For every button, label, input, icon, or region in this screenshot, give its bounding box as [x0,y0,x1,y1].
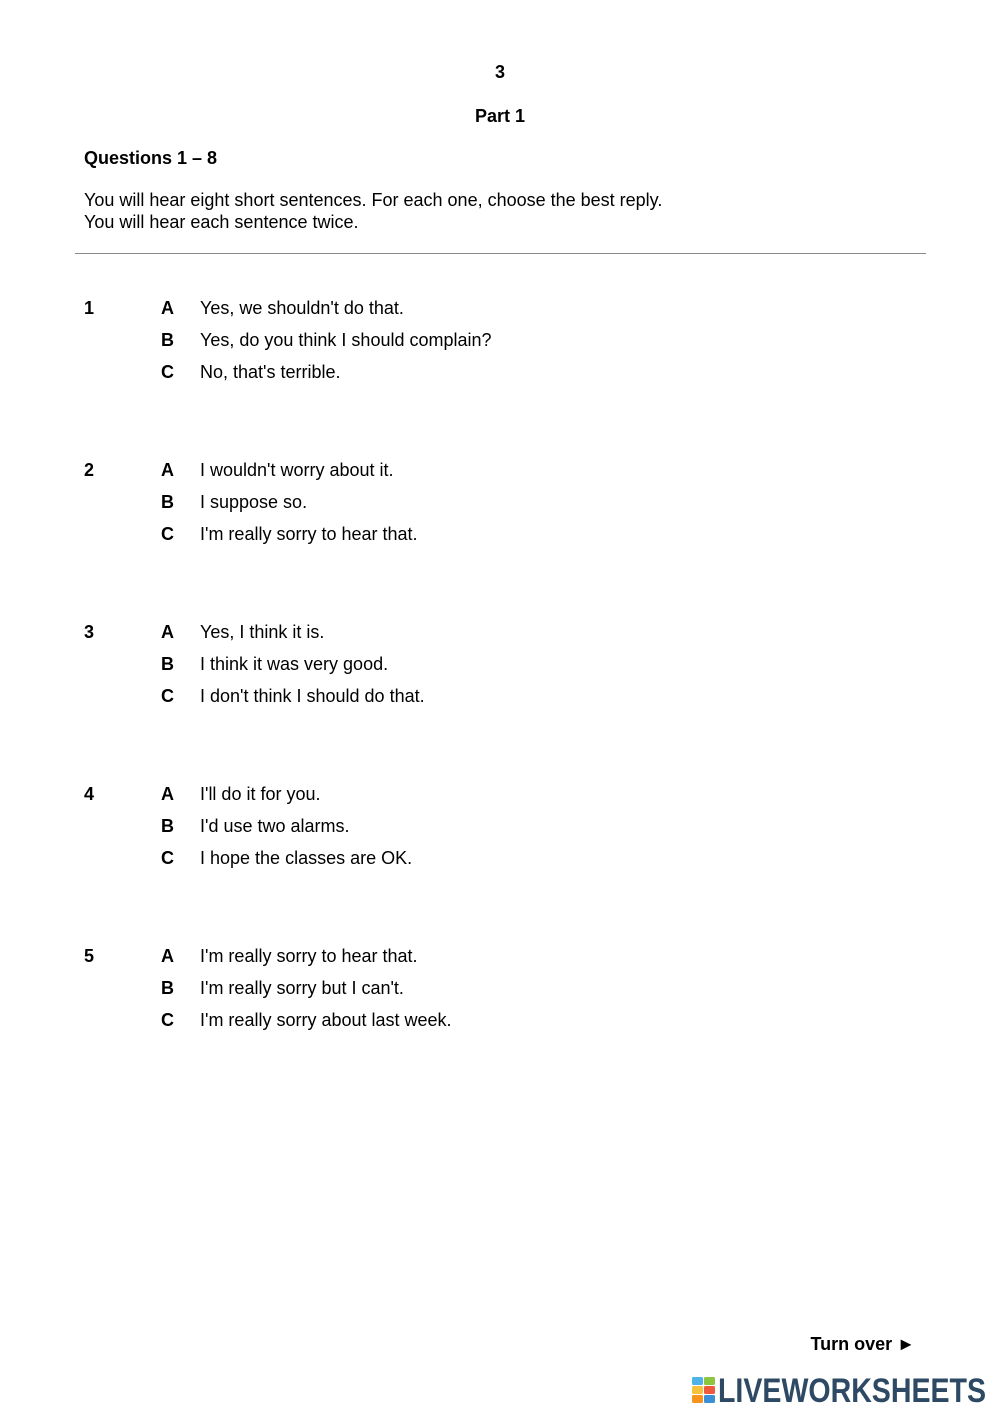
option-c[interactable] [161,842,761,874]
option-text: I'm really sorry about last week. [200,1010,452,1030]
liveworksheets-logo-icon [692,1377,716,1403]
question-4 [84,778,784,874]
option-letter: C [161,686,174,706]
option-letter: C [161,362,174,382]
option-text: No, that's terrible. [200,362,341,382]
question-1 [84,292,784,388]
option-letter: A [161,460,174,480]
option-text: I hope the classes are OK. [200,848,413,868]
option-a[interactable] [161,616,761,648]
option-c[interactable] [161,680,761,712]
liveworksheets-logo[interactable] [692,1372,992,1408]
turn-over-label: Turn over ► [810,1334,915,1354]
question-number: 1 [84,298,95,318]
section-heading: Questions 1 – 8 [84,148,218,168]
option-letter: B [161,330,174,350]
question-5 [84,940,784,1036]
question-list [84,292,784,1102]
option-letter: B [161,492,174,512]
answer-options [161,940,761,1036]
option-letter: B [161,978,174,998]
option-text: Yes, we shouldn't do that. [200,298,404,318]
divider [75,253,926,254]
option-text: I suppose so. [200,492,308,512]
option-b[interactable] [161,486,761,518]
option-c[interactable] [161,356,761,388]
option-text: I'd use two alarms. [200,816,350,836]
option-b[interactable] [161,810,761,842]
question-number: 5 [84,946,95,966]
option-text: I don't think I should do that. [200,686,425,706]
option-a[interactable] [161,454,761,486]
option-letter: B [161,654,174,674]
option-letter: A [161,946,174,966]
option-a[interactable] [161,778,761,810]
option-b[interactable] [161,972,761,1004]
instruction-line: You will hear each sentence twice. [84,212,359,232]
answer-options [161,616,761,712]
option-text: I'm really sorry to hear that. [200,946,418,966]
question-number: 3 [84,622,95,642]
option-text: I'm really sorry to hear that. [200,524,418,544]
option-text: Yes, do you think I should complain? [200,330,492,350]
option-text: I'll do it for you. [200,784,321,804]
liveworksheets-wordmark [718,1372,990,1408]
option-a[interactable] [161,292,761,324]
option-letter: B [161,816,174,836]
option-text: I'm really sorry but I can't. [200,978,404,998]
instructions [84,189,662,233]
option-text: I think it was very good. [200,654,389,674]
option-text: Yes, I think it is. [200,622,325,642]
answer-options [161,778,761,874]
question-2 [84,454,784,550]
answer-options [161,292,761,388]
page-number: 3 [494,62,505,82]
option-c[interactable] [161,1004,761,1036]
option-b[interactable] [161,648,761,680]
part-title: Part 1 [474,106,526,126]
question-number: 4 [84,784,95,804]
option-text: I wouldn't worry about it. [200,460,394,480]
option-letter: A [161,622,174,642]
question-3 [84,616,784,712]
option-c[interactable] [161,518,761,550]
instruction-line: You will hear eight short sentences. For each one, choose the best reply. [84,190,663,210]
option-letter: A [161,784,174,804]
logo-text: LIVEWORKSHEETS [718,1372,986,1408]
option-letter: C [161,1010,174,1030]
option-letter: C [161,524,174,544]
answer-options [161,454,761,550]
option-a[interactable] [161,940,761,972]
question-number: 2 [84,460,95,480]
option-letter: A [161,298,174,318]
option-letter: C [161,848,174,868]
option-b[interactable] [161,324,761,356]
